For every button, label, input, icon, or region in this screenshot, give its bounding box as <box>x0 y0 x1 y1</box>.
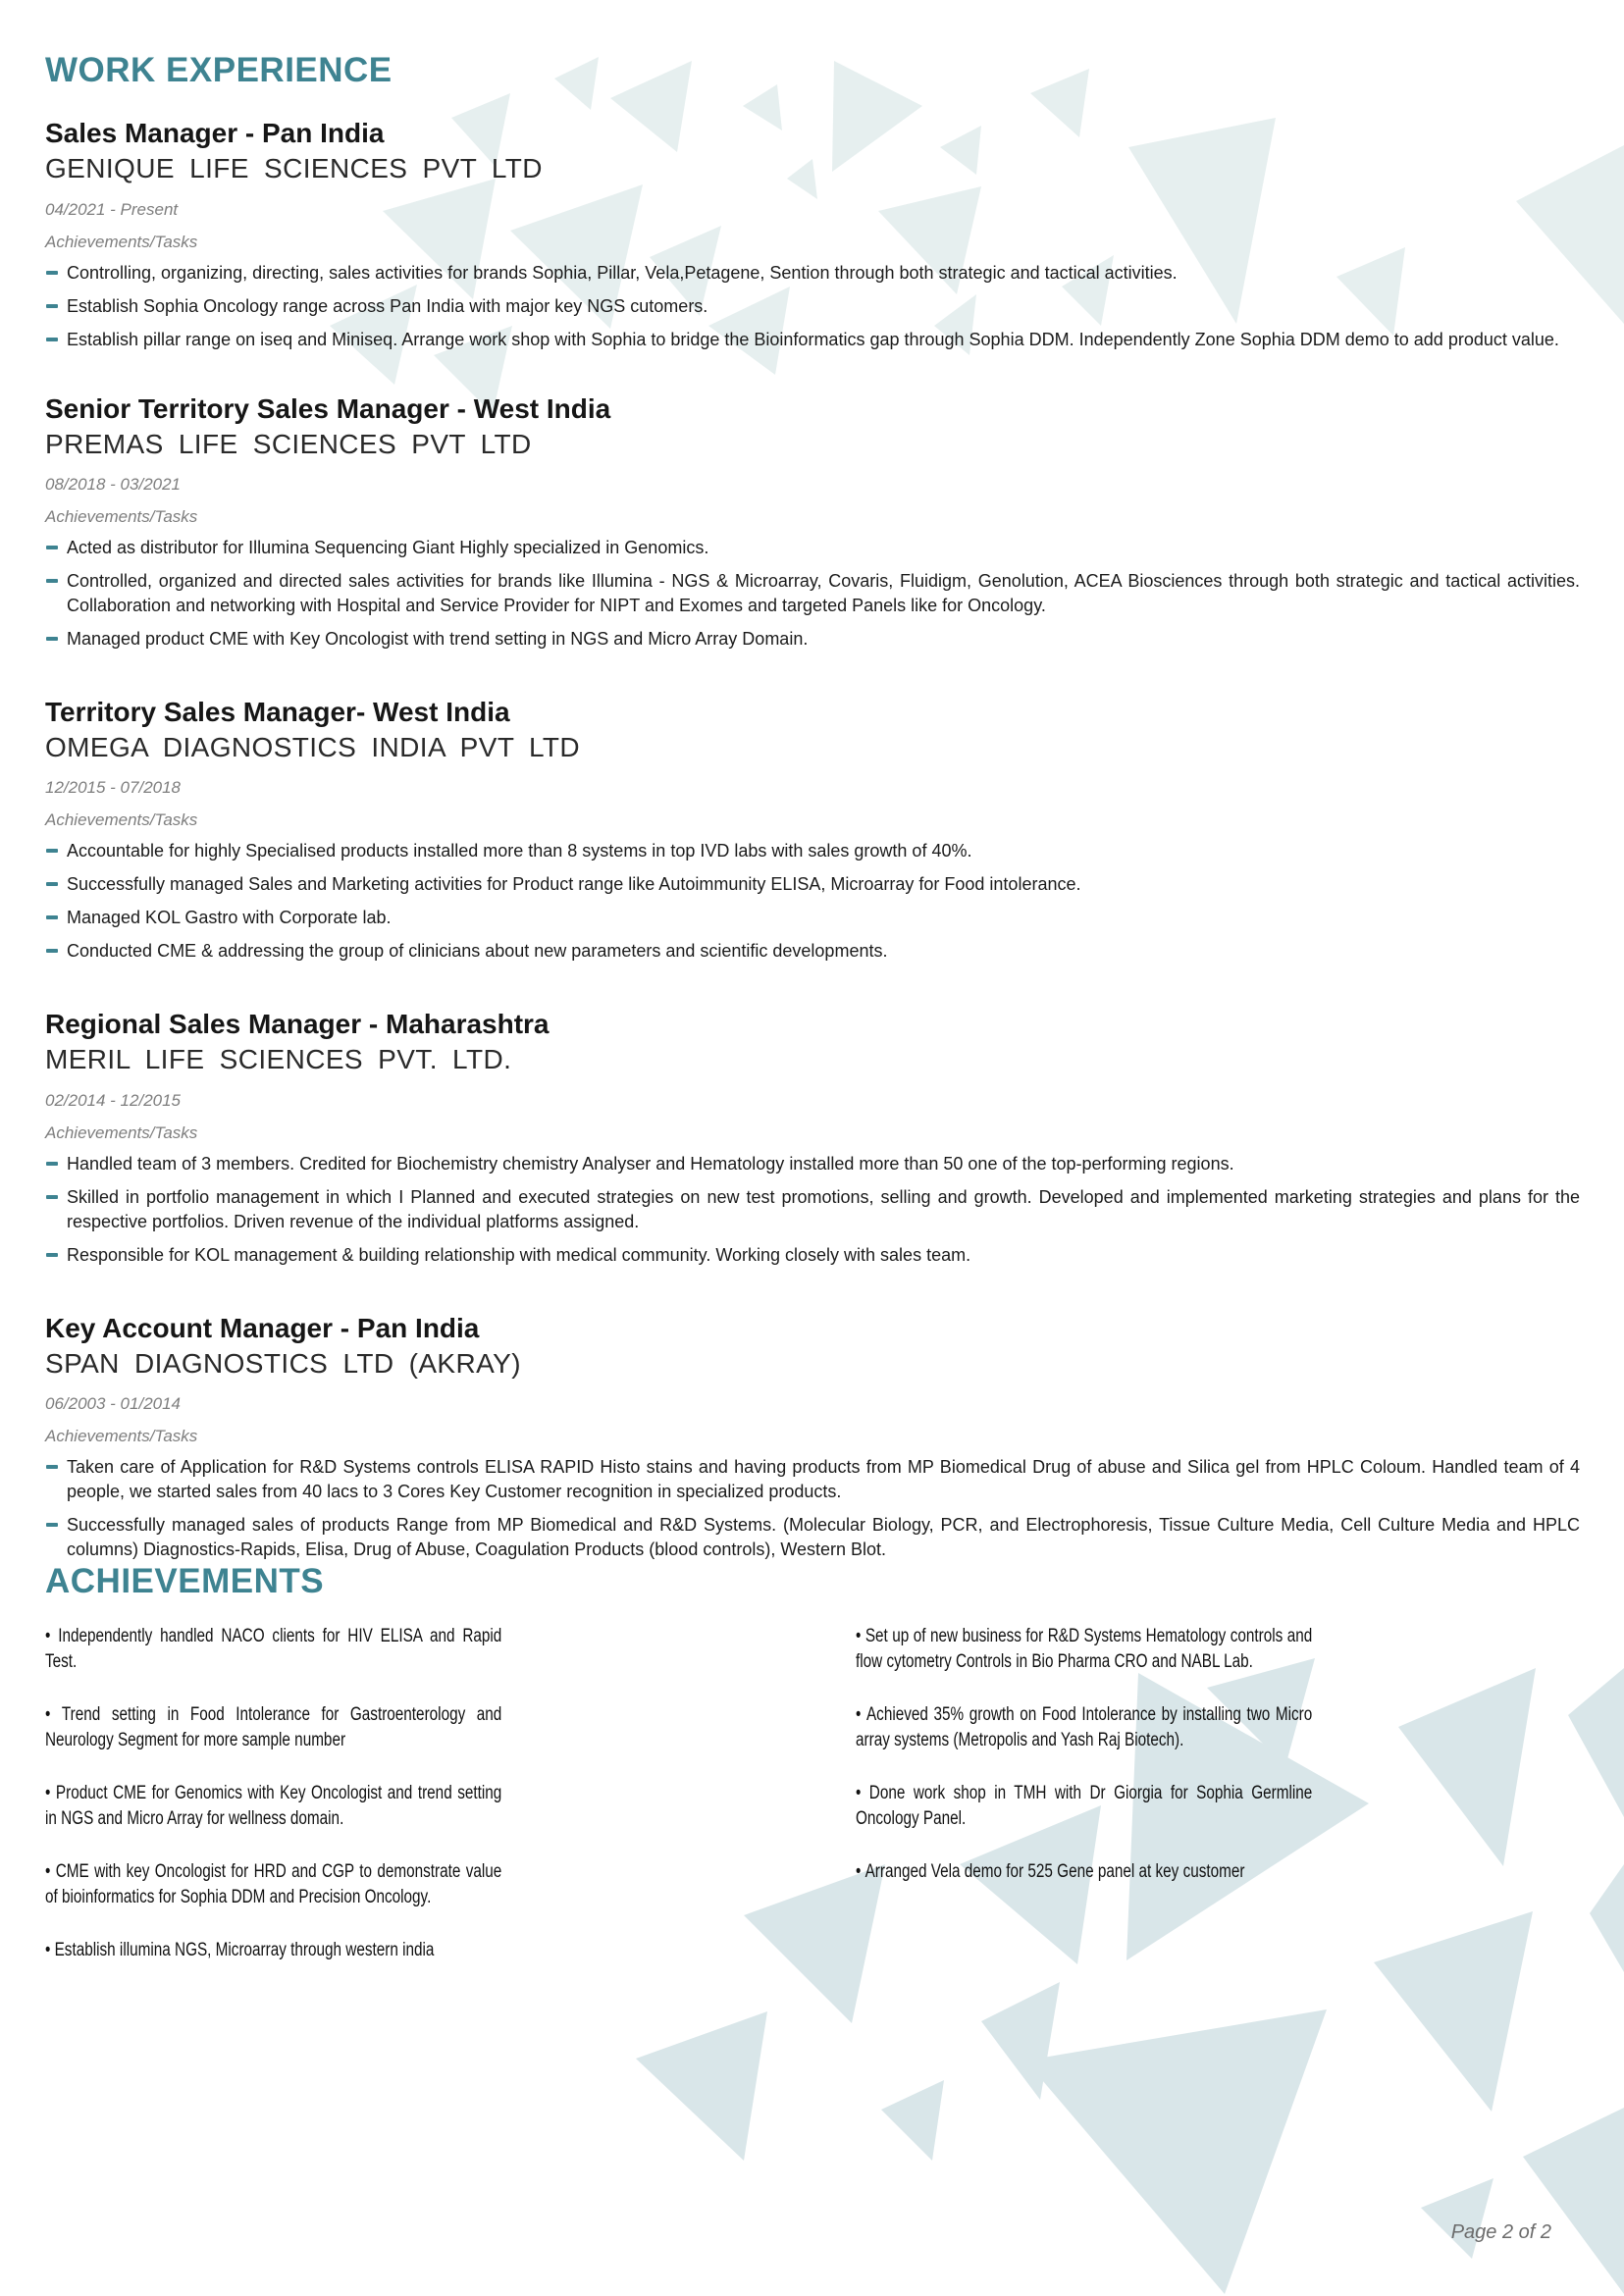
achievement-item: • Done work shop in TMH with Dr Giorgia for Sophia Germline Oncology Panel. <box>856 1781 1312 1832</box>
task-item <box>45 1152 1580 1176</box>
dash-bullet-icon <box>46 949 58 953</box>
job-title: Key Account Manager - Pan India <box>45 1312 480 1343</box>
company-name: PREMAS LIFE SCIENCES PVT LTD <box>45 428 532 459</box>
tasks-label: Achievements/Tasks <box>45 810 198 830</box>
tasks-label: Achievements/Tasks <box>45 232 198 251</box>
task-text: Accountable for highly Specialised products installed more than 8 systems in top IVD labs with sales growth of 40%. <box>67 841 972 861</box>
achievements-title: ACHIEVEMENTS <box>45 1561 325 1600</box>
achievements-section <box>45 1562 1580 2154</box>
task-text: Responsible for KOL management & building relationship with medical community. Working closely with sales team. <box>67 1244 971 1265</box>
dash-bullet-icon <box>46 271 58 275</box>
achievement-item: • Trend setting in Food Intolerance for Gastroenterology and Neurology Segment for more sample number <box>45 1702 501 1753</box>
tasks-label: Achievements/Tasks <box>45 506 198 526</box>
task-text: Successfully managed Sales and Marketing activities for Product range like Autoimmunity ELISA, Microarray for Food intolerance. <box>67 874 1081 895</box>
tasks-label: Achievements/Tasks <box>45 1122 198 1142</box>
company-name: MERIL LIFE SCIENCES PVT. LTD. <box>45 1044 512 1075</box>
task-text: Successfully managed sales of products Range from MP Biomedical and R&D Systems. (Molecular Biology, PCR, and Electrophoresis, Tissue Culture Media, Cell Culture Media and HPLC columns) Diagnostics-Rapids, Elisa, Drug of Abuse, Coagulation Products (blood controls), Western Blot. <box>67 1514 1580 1559</box>
achievements-right-column <box>856 1624 1423 1912</box>
page-number: Page 2 of 2 <box>1450 2221 1551 2243</box>
task-list <box>45 261 1580 352</box>
task-text: Handled team of 3 members. Credited for Biochemistry chemistry Analyser and Hematology installed more than 50 one of the top-performing regions. <box>67 1153 1234 1174</box>
dash-bullet-icon <box>46 1162 58 1166</box>
work-experience-title: WORK EXPERIENCE <box>45 51 393 89</box>
task-list <box>45 536 1580 652</box>
task-list <box>45 1455 1580 1562</box>
achievement-item: • Independently handled NACO clients for HIV ELISA and Rapid Test. <box>45 1624 501 1675</box>
achievement-item: • Product CME for Genomics with Key Oncologist and trend setting in NGS and Micro Array for wellness domain. <box>45 1781 501 1832</box>
job-entry-genique <box>45 118 1580 351</box>
task-text: Acted as distributor for Illumina Sequencing Giant Highly specialized in Genomics. <box>67 537 709 557</box>
task-text: Controlled, organized and directed sales activities for brands like Illumina - NGS & Microarray, Covaris, Fluidigm, Genolution, ACEA Biosciences through both strategic and tactical activities. Collaboration and networking with Hospital and Service Provider for NIPT and Exomes and targeted Panels like for Oncology. <box>67 570 1580 615</box>
achievement-item: • Establish illumina NGS, Microarray through western india <box>45 1938 501 1963</box>
dash-bullet-icon <box>46 1523 58 1527</box>
task-item <box>45 627 1580 652</box>
dash-bullet-icon <box>46 338 58 341</box>
task-item <box>45 536 1580 560</box>
task-text: Taken care of Application for R&D Systems controls ELISA RAPID Histo stains and having products from MP Biomedical Drug of abuse and Silica gel from HPLC Coloum. Handled team of 4 people, we started sales from 40 lacs to 3 Cores Key Customer recognition in specialized products. <box>67 1456 1580 1501</box>
dash-bullet-icon <box>46 1253 58 1257</box>
task-item <box>45 261 1580 286</box>
task-item <box>45 1513 1580 1562</box>
achievement-item: • Achieved 35% growth on Food Intolerance by installing two Micro array systems (Metropolis and Yash Raj Biotech). <box>856 1702 1312 1753</box>
job-entry-span <box>45 1313 1580 1562</box>
job-title: Sales Manager - Pan India <box>45 118 385 149</box>
task-list <box>45 839 1580 964</box>
task-item <box>45 872 1580 897</box>
task-item <box>45 1455 1580 1504</box>
task-item <box>45 939 1580 964</box>
dash-bullet-icon <box>46 304 58 308</box>
achievements-columns <box>45 1624 1580 2154</box>
dash-bullet-icon <box>46 579 58 583</box>
task-text: Establish pillar range on iseq and Miniseq. Arrange work shop with Sophia to bridge the Bioinformatics gap through Sophia DDM. Independently Zone Sophia DDM demo to add product value. <box>67 329 1559 349</box>
task-text: Controlling, organizing, directing, sales activities for brands Sophia, Pillar, Vela,Petagene, Sention through both strategic and tactical activities. <box>67 262 1178 283</box>
dash-bullet-icon <box>46 637 58 641</box>
dash-bullet-icon <box>46 1465 58 1469</box>
task-text: Managed product CME with Key Oncologist with trend setting in NGS and Micro Array Domain. <box>67 628 809 649</box>
company-name: OMEGA DIAGNOSTICS INDIA PVT LTD <box>45 732 581 763</box>
task-item <box>45 569 1580 618</box>
job-entry-omega <box>45 697 1580 964</box>
dash-bullet-icon <box>46 915 58 919</box>
task-item <box>45 294 1580 319</box>
tasks-label: Achievements/Tasks <box>45 1426 198 1445</box>
date-range: 08/2018 - 03/2021 <box>45 474 182 494</box>
task-item <box>45 906 1580 930</box>
task-text: Conducted CME & addressing the group of clinicians about new parameters and scientific developments. <box>67 941 888 962</box>
work-experience-section <box>45 51 1580 1562</box>
date-range: 04/2021 - Present <box>45 199 179 219</box>
task-text: Managed KOL Gastro with Corporate lab. <box>67 908 392 928</box>
company-name: GENIQUE LIFE SCIENCES PVT LTD <box>45 153 543 184</box>
achievement-item: • CME with key Oncologist for HRD and CGP to demonstrate value of bioinformatics for Sophia DDM and Precision Oncology. <box>45 1859 501 1910</box>
task-item <box>45 1185 1580 1234</box>
achievement-item: • Arranged Vela demo for 525 Gene panel at key customer <box>856 1859 1312 1885</box>
task-list <box>45 1152 1580 1268</box>
task-item <box>45 1243 1580 1268</box>
job-title: Senior Territory Sales Manager - West India <box>45 392 611 424</box>
dash-bullet-icon <box>46 882 58 886</box>
task-text: Establish Sophia Oncology range across Pan India with major key NGS cutomers. <box>67 295 708 316</box>
job-entry-premas <box>45 393 1580 652</box>
date-range: 12/2015 - 07/2018 <box>45 778 182 798</box>
dash-bullet-icon <box>46 849 58 853</box>
job-title: Regional Sales Manager - Maharashtra <box>45 1009 550 1040</box>
achievements-left-column <box>45 1624 612 1991</box>
company-name: SPAN DIAGNOSTICS LTD (AKRAY) <box>45 1347 521 1379</box>
task-item <box>45 839 1580 863</box>
date-range: 06/2003 - 01/2014 <box>45 1393 182 1413</box>
dash-bullet-icon <box>46 1195 58 1199</box>
job-title: Territory Sales Manager- West India <box>45 696 510 727</box>
task-item <box>45 328 1580 352</box>
job-entry-meril <box>45 1009 1580 1267</box>
dash-bullet-icon <box>46 546 58 549</box>
achievement-item: • Set up of new business for R&D Systems Hematology controls and flow cytometry Controls in Bio Pharma CRO and NABL Lab. <box>856 1624 1312 1675</box>
date-range: 02/2014 - 12/2015 <box>45 1090 182 1110</box>
task-text: Skilled in portfolio management in which I Planned and executed strategies on new test promotions, selling and growth. Developed and implemented marketing strategies and plans for the respective portfolios. Driven revenue of the individual platforms assigned. <box>67 1186 1580 1231</box>
